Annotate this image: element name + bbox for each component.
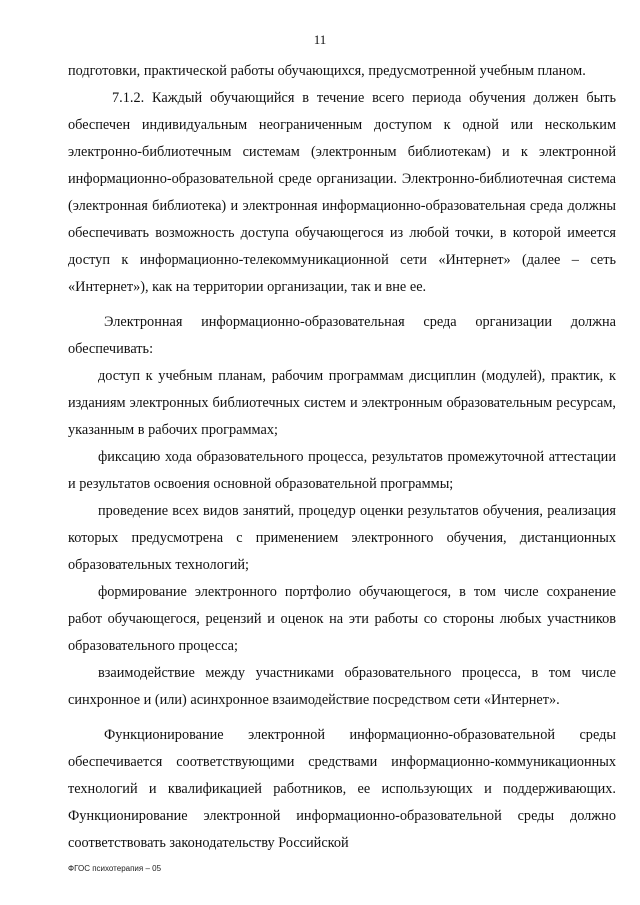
paragraph-7-1-2: 7.1.2. Каждый обучающийся в течение всего периода обучения должен быть обеспечен индивидуальным неограниченным доступом к одной или нескольким электронно-библиотечным системам (электронным библиотекам) и к электронной информационно-образовательной среде организации. Электронно-библиотечная система (электронная библиотека) и электронная информационно-образовательная среда должны обеспечивать возможность доступа обучающегося из любой точки, в которой имеется доступ к информационно-телекоммуникационной сети «Интернет» (далее – сеть «Интернет»), как на территории организации, так и вне ее.	[68, 90, 616, 295]
document-body	[68, 58, 616, 857]
paragraph-eios-intro: Электронная информационно-образовательная среда организации должна обеспечивать:	[68, 314, 616, 357]
page-number: 11	[313, 32, 327, 47]
paragraph-functioning: Функционирование электронной информационно-образовательной среды обеспечивается соответствующими средствами информационно-коммуникационных технологий и квалификацией работников, ее использующих и поддерживающих. Функционирование электронной информационно-образовательной среды должно соответствовать законодательству Российской	[68, 727, 616, 851]
paragraph-continuation: подготовки, практической работы обучающихся, предусмотренной учебным планом.	[68, 63, 586, 79]
footer-label: ФГОС психотерапия – 05	[68, 864, 162, 873]
list-item: доступ к учебным планам, рабочим программам дисциплин (модулей), практик, к изданиям электронных библиотечных систем и электронным образовательным ресурсам, указанным в рабочих программах;	[68, 368, 616, 438]
list-item: взаимодействие между участниками образовательного процесса, в том числе синхронное и (или) асинхронное взаимодействие посредством сети «Интернет».	[68, 665, 616, 708]
list-item: проведение всех видов занятий, процедур оценки результатов обучения, реализация которых предусмотрена с применением электронного обучения, дистанционных образовательных технологий;	[68, 503, 616, 573]
list-item: фиксацию хода образовательного процесса, результатов промежуточной аттестации и результатов освоения основной образовательной программы;	[68, 449, 616, 492]
list-item: формирование электронного портфолио обучающегося, в том числе сохранение работ обучающегося, рецензий и оценок на эти работы со стороны любых участников образовательного процесса;	[68, 584, 616, 654]
